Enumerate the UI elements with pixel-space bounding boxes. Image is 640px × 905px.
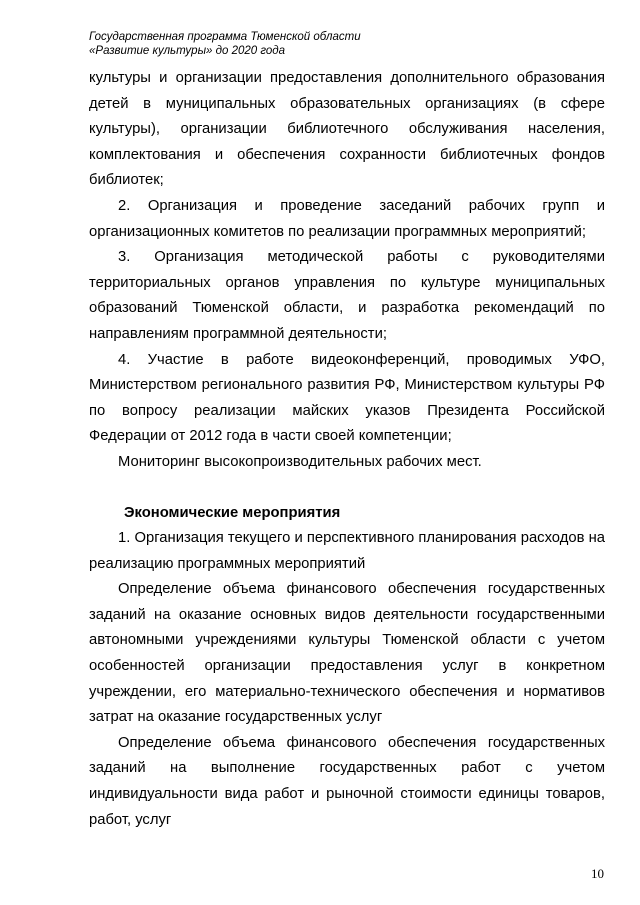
paragraph-continuation: культуры и организации предоставления дополнительного образования детей в муниципальных образовательных организациях (в сфере культуры), организации библиотечного обслуживания населения, комплектования и обеспечения сохранности библиотечных фондов библиотек; (89, 70, 605, 189)
header-line-2: «Развитие культуры» до 2020 года (89, 45, 286, 57)
header-line-1: Государственная программа Тюменской области (89, 31, 361, 43)
paragraph-financing-tasks: Определение объема финансового обеспечения государственных заданий на оказание основных видов деятельности государственными автономными учреждениями культуры Тюменской области с учетом особенностей организации предоставления услуг в конкретном учреждении, его материально-технического обеспечения и нормативов затрат на оказание государственных услуг (89, 581, 605, 726)
section-heading: Экономические мероприятия (124, 504, 341, 521)
paragraph-item-2: 2. Организация и проведение заседаний рабочих групп и организационных комитетов по реализации программных мероприятий; (89, 197, 605, 240)
paragraph-monitoring: Мониторинг высокопроизводительных рабочих мест. (118, 453, 482, 470)
paragraph-economic-1: 1. Организация текущего и перспективного планирования расходов на реализацию программных мероприятий (89, 530, 605, 572)
document-body (89, 66, 605, 833)
spacer (89, 476, 605, 501)
page-number: 10 (591, 866, 604, 881)
paragraph-item-4: 4. Участие в работе видеоконференций, проводимых УФО, Министерством регионального развития РФ, Министерством культуры РФ по вопросу реализации майских указов Президента Российской Федерации от 2012 года в части своей компетенции; (89, 351, 605, 445)
paragraph-financing-works: Определение объема финансового обеспечения государственных заданий на выполнение государственных работ с учетом индивидуальности вида работ и рыночной стоимости единицы товаров, работ, услуг (89, 734, 605, 828)
running-header (89, 30, 409, 58)
paragraph-item-3: 3. Организация методической работы с руководителями территориальных органов управления по культуре муниципальных образований Тюменской области, и разработка рекомендаций по направлениям программной деятельности; (89, 249, 605, 342)
